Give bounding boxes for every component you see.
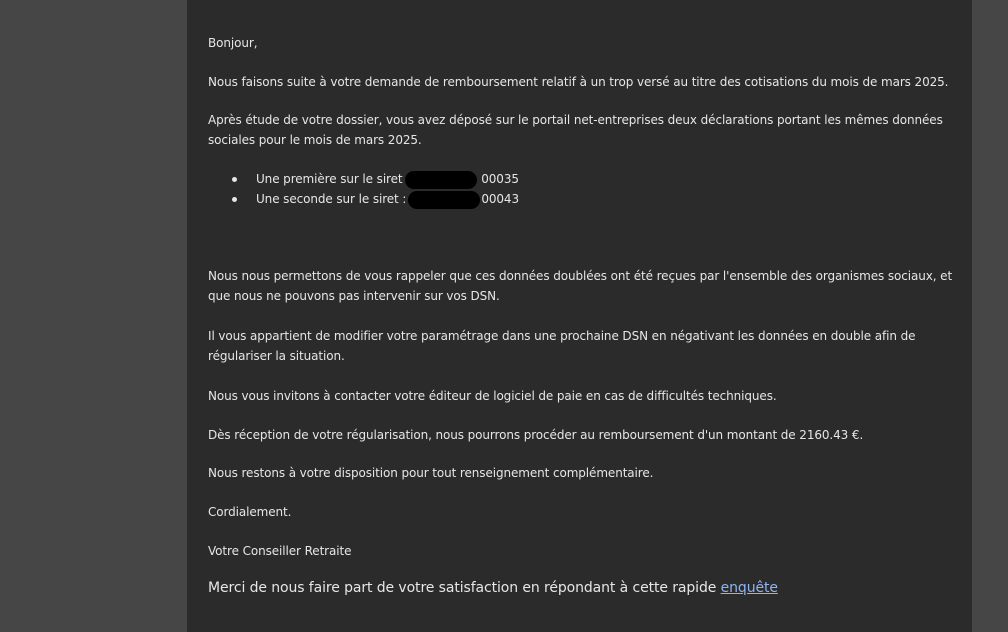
- list-item: [208, 169, 960, 189]
- signature: Votre Conseiller Retraite: [208, 544, 352, 558]
- right-scroll-gutter[interactable]: [972, 0, 1008, 632]
- paragraph-contact-editor: Nous vous invitons à contacter votre éditeur de logiciel de paie en cas de difficultés techniques.: [208, 389, 777, 403]
- siret-suffix-second: 00043: [481, 192, 520, 206]
- redaction-mark: [408, 191, 480, 209]
- paragraph-review: Après étude de votre dossier, vous avez déposé sur le portail net-entreprises deux déclarations portant les mêmes données sociales pour le mois de mars 2025.: [208, 113, 943, 147]
- paragraph-request: Nous faisons suite à votre demande de remboursement relatif à un trop versé au titre des cotisations du mois de mars 2025.: [208, 75, 949, 89]
- paragraph-availability: Nous restons à votre disposition pour tout renseignement complémentaire.: [208, 466, 654, 480]
- bullet-icon: [232, 177, 237, 182]
- siret-label-first: Une première sur le siret: [256, 172, 403, 186]
- bullet-icon: [232, 197, 237, 202]
- siret-suffix-first: 00035: [477, 172, 519, 186]
- paragraph-refund: Dès réception de votre régularisation, nous pourrons procéder au remboursement d'un montant de 2160.43 €.: [208, 428, 864, 442]
- survey-line: [208, 577, 960, 599]
- list-item: [208, 189, 960, 209]
- survey-link[interactable]: enquête: [720, 580, 778, 596]
- paragraph-reminder: Nous nous permettons de vous rappeler que ces données doublées ont été reçues par l'ensemble des organismes sociaux, et que nous ne pouvons pas intervenir sur vos DSN.: [208, 269, 953, 303]
- redaction-mark: [405, 171, 477, 189]
- greeting: Bonjour,: [208, 36, 258, 50]
- siret-list: [208, 169, 960, 209]
- siret-label-second: Une seconde sur le siret :: [256, 192, 407, 206]
- email-body: [187, 0, 972, 632]
- survey-text: Merci de nous faire part de votre satisfaction en répondant à cette rapide: [208, 580, 721, 596]
- paragraph-settings: Il vous appartient de modifier votre paramétrage dans une prochaine DSN en négativant les données en double afin de régulariser la situation.: [208, 329, 916, 363]
- closing: Cordialement.: [208, 505, 292, 519]
- left-gutter: [0, 0, 187, 632]
